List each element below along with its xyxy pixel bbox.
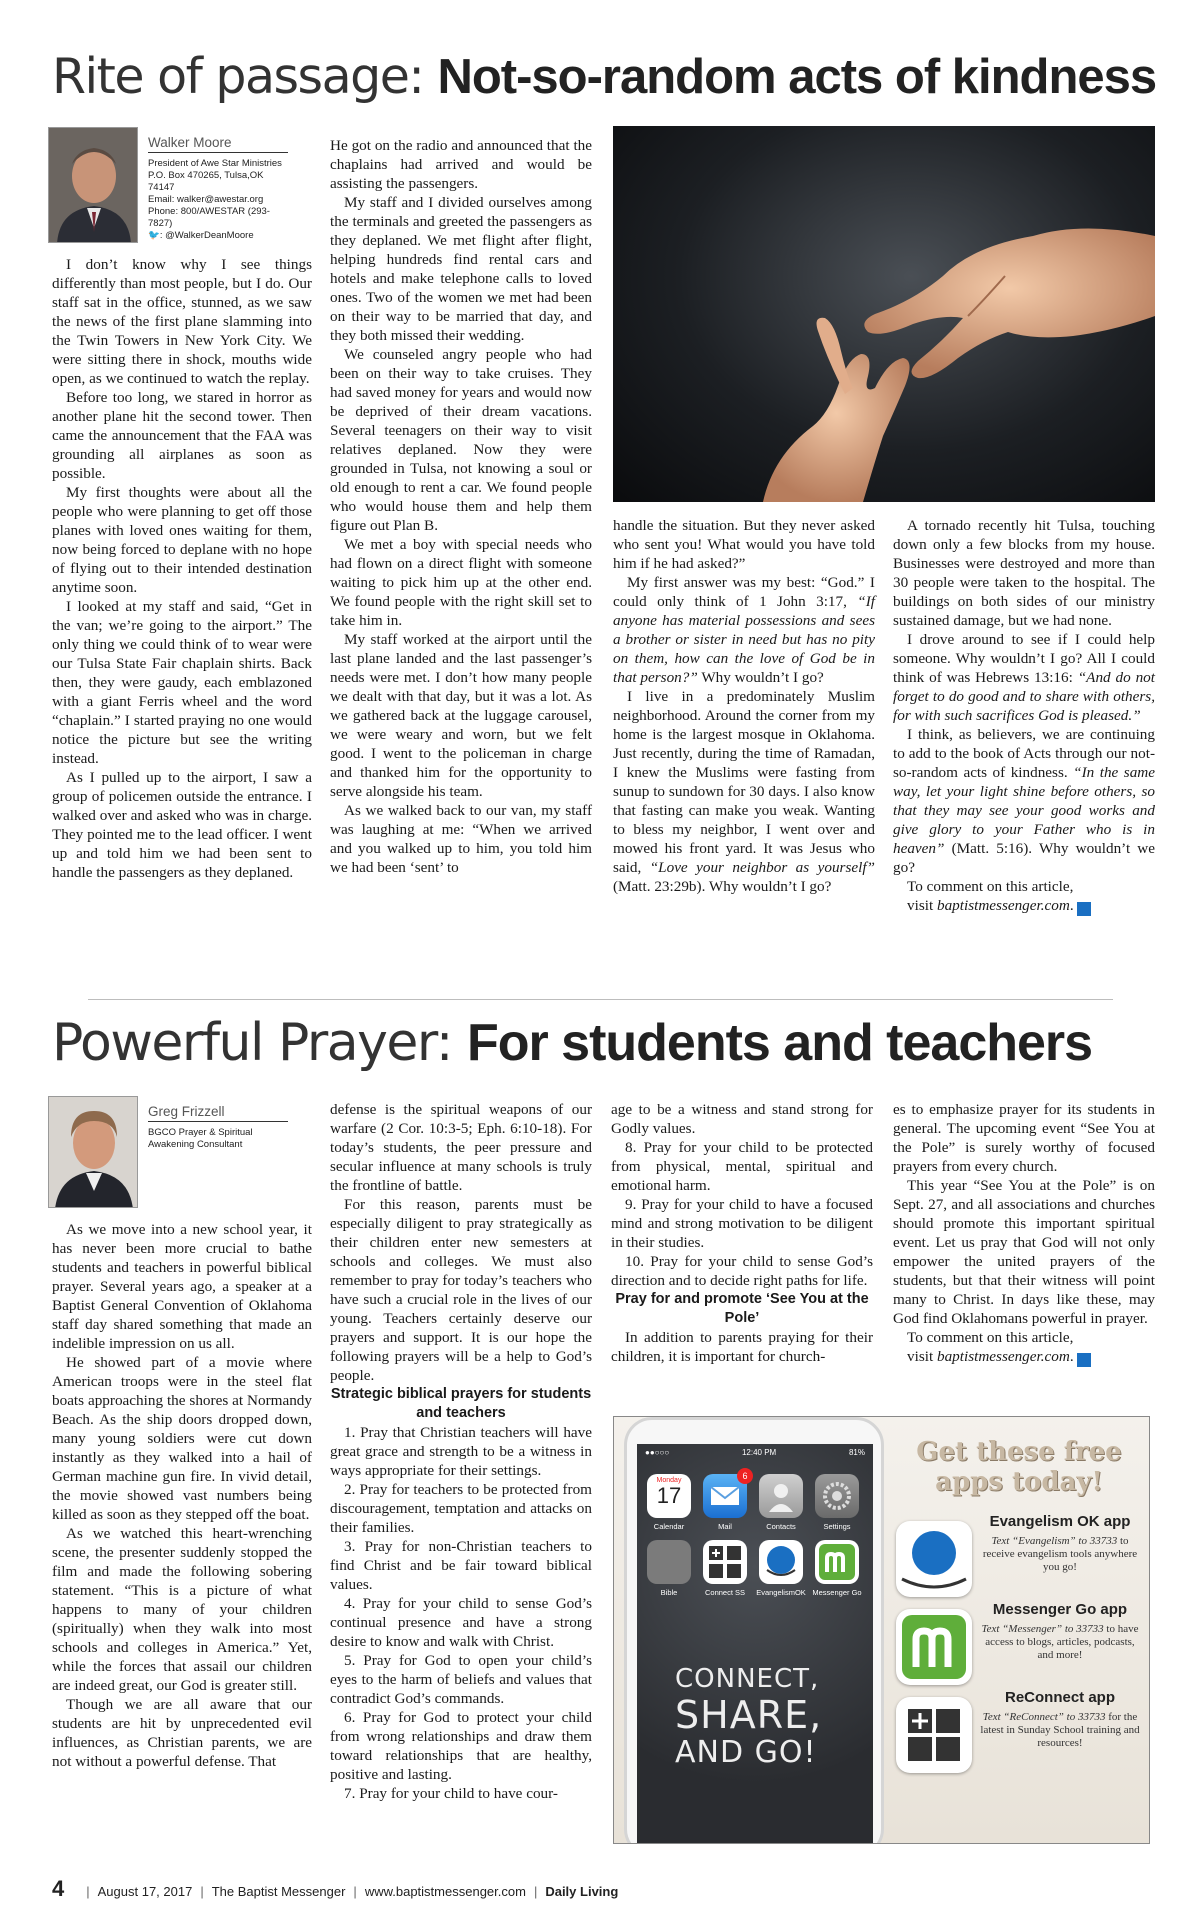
paragraph: He showed part of a movie where American troops were in the steel flat boats approaching the shores at Normandy Beach. As the ship doors dropped down, many young soldiers were cut down instantly as they walked into a hail of German machine gun fire. In vivid detail, the movie showed vast numbers being killed as soon as they stepped off the boat. <box>52 1354 312 1523</box>
article2-headline <box>52 1013 1093 1073</box>
paragraph: I live in a predominately Muslim neighborhood. Around the corner from my home is the largest mosque in Oklahoma. Just recently, during the time of Ramadan, I knew the Muslims were fasting from sunup to sundown for 30 days. I also know that fasting can make you weak. Wanting to bless my neighbor, I went over and mowed his front yard. It was Jesus who said, “Love your neighbor as yourself” (Matt. 23:29b). Why wouldn’t I go? <box>613 688 875 895</box>
comment-line: To comment on this article, <box>907 1329 1074 1346</box>
ad-tagline: CONNECT, SHARE, AND GO! <box>675 1664 823 1770</box>
prayer-item: 4. Pray for your child to sense God’s continual presence and have a strong desire to know and walk with Christ. <box>330 1595 592 1650</box>
headline-bold: For students and teachers <box>466 1014 1093 1072</box>
prayer-item: 9. Pray for your child to have a focused mind and strong motivation to be diligent in their studies. <box>611 1196 873 1251</box>
twitter-icon: 🐦 <box>148 230 160 241</box>
paragraph: es to emphasize prayer for its students in general. The upcoming event “See You at the Pole” is surely worthy of focused prayers from every church. <box>893 1101 1155 1175</box>
issue-date: August 17, 2017 <box>97 1884 193 1899</box>
website-link[interactable]: www.baptistmessenger.com <box>364 1884 526 1899</box>
paragraph: My first answer was my best: “God.” I could only think of 1 John 3:17, “If anyone has material possessions and sees a brother or sister in need but has no pity on them, how can the love of God be in that person?” Why wouldn’t I go? <box>613 574 875 686</box>
messenger-logo-icon: m <box>1077 1353 1091 1367</box>
paragraph: As we watched this heart-wrenching scene, the presenter suddenly stopped the film and made the following sobering statement. “This is a picture of what happens to many of your children (spiritually) when they walk into most schools and colleges in America.” Yet, while the forces that assail our children are indeed great, our God is greater still. <box>52 1525 312 1694</box>
paragraph: age to be a witness and stand strong for Godly values. <box>611 1101 873 1137</box>
prayer-item: 6. Pray for God to protect your child from wrong relationships and draw them toward relationships that are healthy, positive and lasting. <box>330 1709 592 1783</box>
app-title: Messenger Go app <box>992 1601 1128 1618</box>
messenger-app-promo <box>896 1601 1146 1687</box>
author-address: P.O. Box 470265, Tulsa,OK 74147 <box>148 170 264 193</box>
author-phone: Phone: 800/AWESTAR (293-7827) <box>148 206 270 229</box>
paragraph: This year “See You at the Pole” is on Sept. 27, and all associations and churches should promote this important spiritual event. Let us pray that God will not only empower the united prayers of the students, but that their witness will point many to Christ. In days like these, may God find Oklahomans powerful in prayer. <box>893 1177 1155 1327</box>
headline-light: Rite of passage: <box>52 48 438 105</box>
paragraph: I think, as believers, we are continuing to add to the book of Acts through our not-so-random acts of kindness. “In the same way, let your light shine before others, so that they may see your good works and give glory to your Father who is in heaven” (Matt. 5:16). Why wouldn’t we go? <box>893 726 1155 876</box>
article2-column-3 <box>611 1100 873 1366</box>
reconnect-app-icon <box>896 1697 972 1773</box>
app-description: Text “ReConnect” to 33733 for the latest in Sunday School training and resources! <box>980 1711 1140 1749</box>
messenger-logo-icon: m <box>1077 902 1091 916</box>
paragraph: As we move into a new school year, it has never been more crucial to bathe students and teachers in powerful biblical prayer. Several years ago, a speaker at a Baptist General Convention of Oklahoma staff day shared something that made an indelible impression on us all. <box>52 1221 312 1352</box>
paragraph: Before too long, we stared in horror as another plane hit the second tower. Then came the announcement that the FAA was grounding all airplanes as soon as possible. <box>52 389 312 482</box>
article1-column-2 <box>330 136 592 877</box>
apps-advertisement <box>613 1416 1150 1844</box>
author-bio-walker <box>48 127 288 243</box>
hands-photo <box>613 126 1155 502</box>
evangelism-app-icon <box>896 1521 972 1597</box>
author-info <box>148 1096 288 1208</box>
article2-column-1 <box>52 1220 312 1771</box>
clock: 12:40 PM <box>741 1448 777 1457</box>
publication-name: The Baptist Messenger <box>211 1884 346 1899</box>
headline-bold: Not-so-random acts of kindness <box>437 50 1157 104</box>
app-description: Text “Evangelism” to 33733 to receive evangelism tools anywhere you go! <box>982 1535 1138 1573</box>
paragraph: My staff and I divided ourselves among the terminals and greeted the passengers as they deplaned. We met flight after flight, helping hundreds find rental cars and hotels and make telephone calls to loved ones. Two of the women we met had been on their way to be married that day, and they both missed their wedding. <box>330 194 592 344</box>
page-footer: 4 | August 17, 2017 | The Baptist Messenger | www.baptistmessenger.com | Daily Living <box>52 1876 619 1901</box>
connect-ss-app-icon: Connect SS <box>703 1540 747 1584</box>
comment-line: To comment on this article, <box>907 878 1074 895</box>
author-photo-greg <box>49 1097 138 1208</box>
author-info <box>148 127 288 243</box>
paragraph: As I pulled up to the airport, I saw a group of policemen outside the entrance. I walked over and asked who was in charge. They pointed me to the lead officer. I went up and told him we had been sent to handle the passengers as they deplaned. <box>52 769 312 881</box>
article2-column-4 <box>893 1100 1155 1367</box>
author-photo <box>48 127 138 243</box>
article2-column-2 <box>330 1100 592 1803</box>
contacts-app-icon: Contacts <box>759 1474 803 1518</box>
signal-icon: ●●○○○ <box>645 1448 670 1457</box>
paragraph: We met a boy with special needs who had flown on a direct flight with someone waiting to pick him up at the other end. We found people with the right skill set to take him in. <box>330 536 592 629</box>
messenger-go-app-icon: Messenger Go <box>815 1540 859 1584</box>
status-bar <box>637 1444 873 1462</box>
battery-level: 81% <box>848 1448 865 1457</box>
article1-column-3 <box>613 516 875 896</box>
subhead: Pray for and promote ‘See You at the Pole’ <box>615 1291 869 1326</box>
article1-column-4 <box>893 516 1155 916</box>
page-number: 4 <box>52 1876 65 1901</box>
headline-light: Powerful Prayer: <box>52 1013 467 1073</box>
messenger-app-icon <box>896 1609 972 1685</box>
section-divider <box>88 999 1113 1000</box>
paragraph: Though we are all aware that our students are hit by unprecedented evil influences, as Christian parents, we are not without a powerful defense. That <box>52 1696 312 1770</box>
paragraph: My staff worked at the airport until the last plane landed and the last passenger’s needs were met. I don’t how many people we dealt with that day, but it was a lot. As we gathered back at the luggage carousel, we were weary and worn, but we felt good. I went to the policeman in charge and thanked him for the opportunity to serve alongside his team. <box>330 631 592 800</box>
section-name: Daily Living <box>545 1884 619 1899</box>
app-title: ReConnect app <box>1004 1689 1115 1706</box>
author-title-2: Awakening Consultant <box>148 1139 243 1150</box>
bible-app-icon: Bible <box>647 1540 691 1584</box>
paragraph: He got on the radio and announced that the chaplains had arrived and would be assisting the passengers. <box>330 137 592 192</box>
app-description: Text “Messenger” to 33733 to have access to blogs, articles, podcasts, and more! <box>981 1623 1139 1661</box>
paragraph: I looked at my staff and said, “Get in the van; we’re going to the airport.” The only thing we could think of to wear were our Tulsa State Fair chaplain shirts. Back then, they were gaudy, each emblazoned with a giant Ferris wheel and the word “chaplain.” I started praying no one would notice the picture but see the writing instead. <box>52 598 312 767</box>
paragraph: A tornado recently hit Tulsa, touching down only a few blocks from my house. Businesses were destroyed and more than 30 people were taken to the hospital. The buildings on both sides of our ministry sustained damage, but we had none. <box>893 517 1155 629</box>
prayer-item: 7. Pray for your child to have cour- <box>344 1785 558 1802</box>
app-title: Evangelism OK app <box>989 1513 1131 1530</box>
settings-app-icon: Settings <box>815 1474 859 1518</box>
author-photo-walker <box>49 128 138 243</box>
article1-headline <box>52 48 1157 105</box>
evangelism-app-promo <box>896 1513 1146 1599</box>
prayer-item: 3. Pray for non-Christian teachers to find Christ and be fair toward biblical values. <box>330 1538 592 1593</box>
paragraph: We counseled angry people who had been on their way to take cruises. They had saved money for years and would now be deprived of their dream vacations. Several teenagers on their way to visit relatives deplaned. Now they were grounded in Tulsa, not knowing a soul or old enough to rent a car. We found people who would house them and help them figure out Plan B. <box>330 346 592 534</box>
prayer-item: 2. Pray for teachers to be protected from discouragement, temptation and attacks on their families. <box>330 1481 592 1536</box>
paragraph: I don’t know why I see things differently than most people, but I do. Our staff sat in the office, stunned, as we saw the news of the first plane slamming into the Twin Towers in New York City. We were sitting there in shock, mouths wide open, as we continued to watch the replay. <box>52 256 312 387</box>
mail-app-icon: 6 Mail <box>703 1474 747 1518</box>
author-twitter <box>148 230 288 242</box>
author-title: BGCO Prayer & Spiritual <box>148 1127 253 1138</box>
author-title: President of Awe Star Ministries <box>148 158 282 169</box>
app-grid <box>637 1462 873 1596</box>
twitter-handle: : @WalkerDeanMoore <box>159 230 254 241</box>
paragraph: handle the situation. But they never asked who sent you! What would you have told him if he had asked?” <box>613 517 875 572</box>
author-email: Email: walker@awestar.org <box>148 194 264 205</box>
comment-link[interactable]: visit baptistmessenger.com. m <box>907 897 1102 915</box>
paragraph: For this reason, parents must be especially diligent to pray strategically as their children enter new semesters at schools and colleges. We must also remember to pray for today’s teachers who have such a crucial role in the lives of our young. Teachers certainly deserve our prayers and support. It is our hope the following prayers will be a help to God’s people. <box>330 1196 592 1384</box>
prayer-item: 8. Pray for your child to be protected from physical, mental, spiritual and emotional harm. <box>611 1139 873 1194</box>
subhead: Strategic biblical prayers for students and teachers <box>330 1386 592 1421</box>
paragraph: As we walked back to our van, my staff was laughing at me: “When we arrived and you walked up to him, you told him we had been ‘sent’ to <box>330 802 592 876</box>
paragraph: I drove around to see if I could help someone. Why wouldn’t I go? All I could think of was Hebrews 13:16: “And do not forget to do good and to share with others, for with such sacrifices God is pleased.” <box>893 631 1155 724</box>
phone-mockup <box>624 1417 884 1844</box>
calendar-app-icon: Monday 17 Calendar <box>647 1474 691 1518</box>
ad-title: Get these free apps today! <box>916 1437 1122 1497</box>
evangelismok-app-icon: EvangelismOK <box>759 1540 803 1584</box>
reaching-hands-image <box>613 126 1155 502</box>
paragraph: My first thoughts were about all the people who were planning to get off those planes with loved ones waiting for them, now being forced to deplane with no hope of flying out to their intended destination anytime soon. <box>52 484 312 596</box>
author-bio-greg <box>48 1096 288 1208</box>
prayer-item: 1. Pray that Christian teachers will have great grace and strength to be a witness in ways appropriate for their settings. <box>330 1424 592 1479</box>
article1-column-1 <box>52 255 312 882</box>
prayer-item: 10. Pray for your child to sense God’s direction and to decide right paths for life. <box>611 1253 873 1289</box>
prayer-item: 5. Pray for God to open your child’s eyes to the harm of beliefs and values that contradict God’s commands. <box>330 1652 592 1707</box>
author-name: Greg Frizzell <box>148 1106 288 1122</box>
phone-screen <box>637 1444 873 1844</box>
paragraph: defense is the spiritual weapons of our warfare (2 Cor. 10:3-5; Eph. 6:10-18). For today’s students, the peer pressure and secular influence at many schools is truly the frontline of battle. <box>330 1101 592 1194</box>
paragraph: In addition to parents praying for their children, it is important for church- <box>611 1329 873 1365</box>
author-photo <box>48 1096 138 1208</box>
comment-link[interactable]: visit baptistmessenger.com. m <box>907 1348 1102 1366</box>
mail-badge: 6 <box>737 1468 753 1484</box>
reconnect-app-promo <box>896 1689 1146 1775</box>
author-name: Walker Moore <box>148 137 288 153</box>
